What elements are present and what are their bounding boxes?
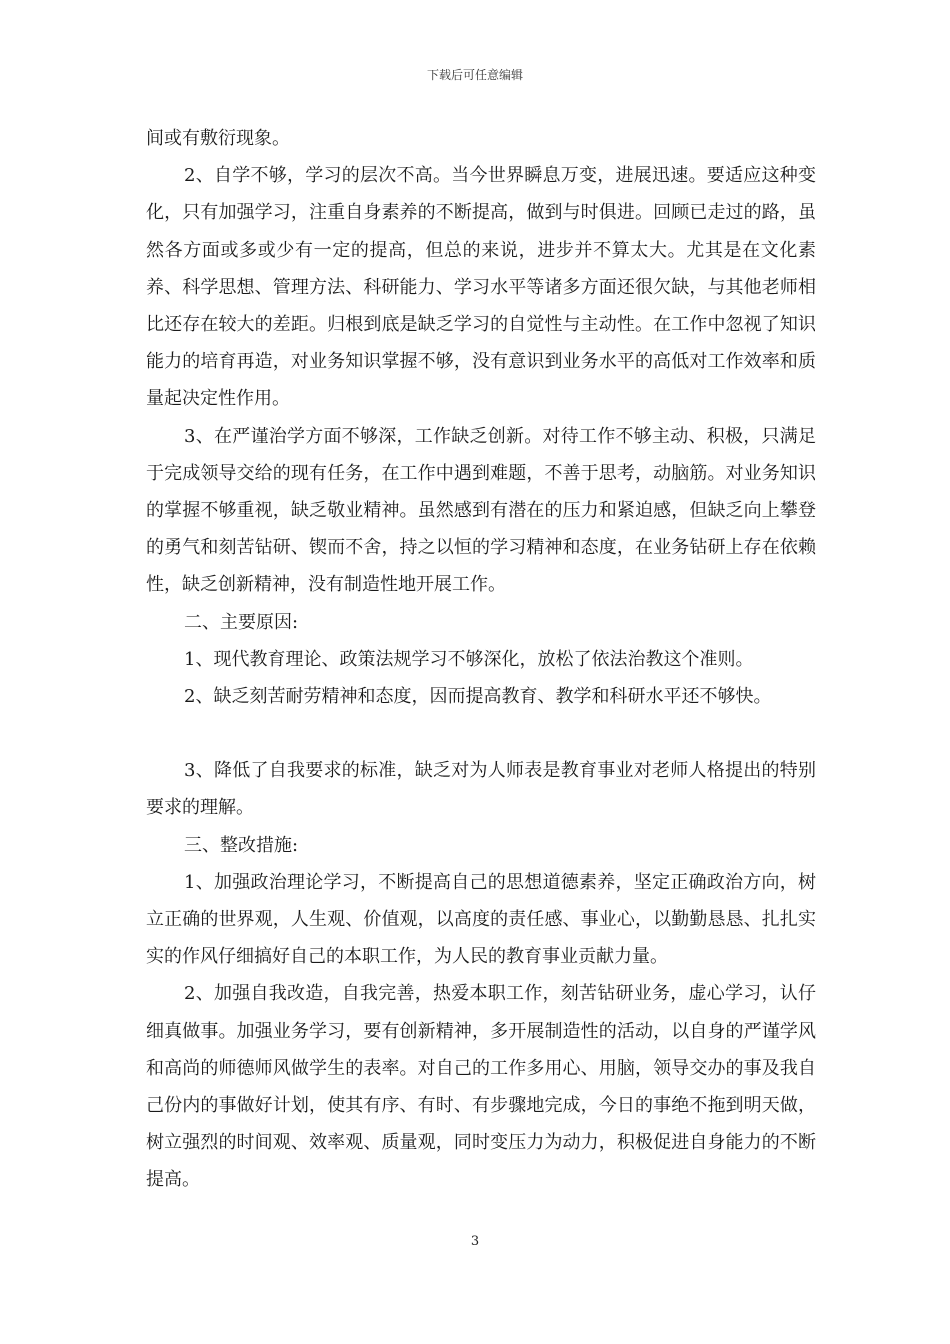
paragraph-rigorous-scholarship: 3、在严谨治学方面不够深，工作缺乏创新。对待工作不够主动、积极，只满足于完成领导交给的现有任务，在工作中遇到难题，不善于思考，动脑筋。对业务知识的掌握不够重视，缺乏敬业精神。虽然感到有潜在的压力和紧迫感，但缺乏向上攀登的勇气和刻苦钻研、锲而不舍，持之以恒的学习精神和态度，在业务钻研上存在依赖性，缺乏创新精神，没有制造性地开展工作。 <box>146 425 816 596</box>
paragraph-measure-1: 1、加强政治理论学习，不断提高自己的思想道德素养，坚定正确政治方向，树立正确的世界观，人生观、价值观，以高度的责任感、事业心，以勤勤恳恳、扎扎实实的作风仔细搞好自己的本职工作，为人民的教育事业贡献力量。 <box>146 871 816 968</box>
page-number: 3 <box>470 1234 480 1249</box>
blank-line <box>146 715 816 752</box>
paragraph-cause-3: 3、降低了自我要求的标准，缺乏对为人师表是教育事业对老师人格提出的特别要求的理解。 <box>146 760 816 819</box>
paragraph-continuation: 间或有敷衍现象。 <box>146 128 290 149</box>
section-heading-rectification: 三、整改措施: <box>184 834 299 856</box>
paragraph-cause-2: 2、缺乏刻苦耐劳精神和态度，因而提高教育、教学和科研水平还不够快。 <box>184 686 772 708</box>
paragraph-measure-2: 2、加强自我改造，自我完善，热爱本职工作，刻苦钻研业务，虚心学习，认仔细真做事。加强业务学习，要有创新精神，多开展制造性的活动，以自身的严谨学风和高尚的师德师风做学生的表率。对自己的工作多用心、用脑，领导交办的事及我自己份内的事做好计划，使其有序、有时、有步骤地完成，今日的事绝不拖到明天做，树立强烈的时间观、效率观、质量观，同时变压力为动力，积极促进自身能力的不断提高。 <box>146 983 816 1191</box>
section-heading-main-causes: 二、主要原因: <box>184 611 299 633</box>
page-header: 下载后可任意编辑 <box>426 68 523 82</box>
paragraph-cause-1: 1、现代教育理论、政策法规学习不够深化，放松了依法治教这个准则。 <box>184 648 754 670</box>
document-body <box>146 120 816 1199</box>
paragraph-self-study: 2、自学不够，学习的层次不高。当今世界瞬息万变，进展迅速。要适应这种变化，只有加强学习，注重自身素养的不断提高，做到与时俱进。回顾已走过的路，虽然各方面或多或少有一定的提高，但总的来说，进步并不算太大。尤其是在文化素养、科学思想、管理方法、科研能力、学习水平等诸多方面还很欠缺，与其他老师相比还存在较大的差距。归根到底是缺乏学习的自觉性与主动性。在工作中忽视了知识能力的培育再造，对业务知识掌握不够，没有意识到业务水平的高低对工作效率和质量起决定性作用。 <box>146 165 816 410</box>
